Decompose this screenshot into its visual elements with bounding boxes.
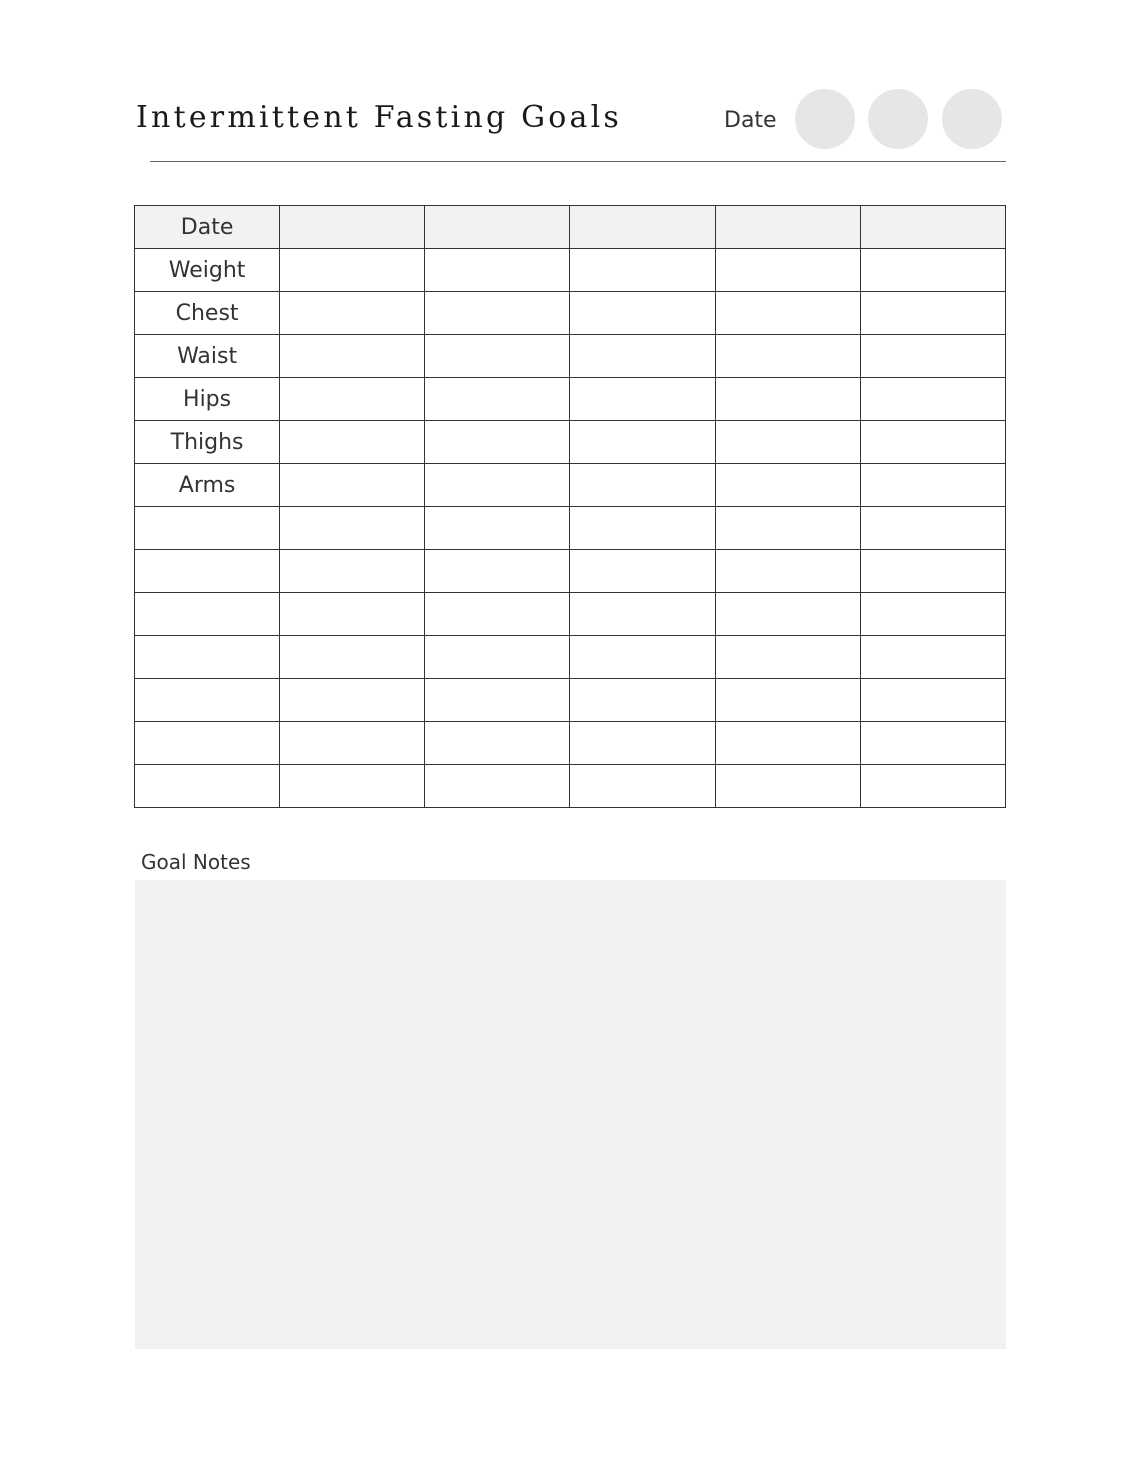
table-cell[interactable] bbox=[425, 292, 570, 335]
table-cell[interactable] bbox=[570, 464, 715, 507]
goal-notes-area[interactable] bbox=[135, 880, 1006, 1349]
row-label: Chest bbox=[135, 292, 280, 335]
table-cell[interactable] bbox=[425, 765, 570, 808]
table-cell[interactable] bbox=[425, 679, 570, 722]
table-cell[interactable] bbox=[860, 464, 1005, 507]
table-row bbox=[135, 550, 1006, 593]
table-row bbox=[135, 765, 1006, 808]
table-cell[interactable] bbox=[280, 206, 425, 249]
table-cell[interactable] bbox=[715, 421, 860, 464]
table-cell[interactable] bbox=[715, 765, 860, 808]
table-row bbox=[135, 464, 1006, 507]
table-cell[interactable] bbox=[280, 249, 425, 292]
table-cell[interactable] bbox=[280, 722, 425, 765]
table-row bbox=[135, 335, 1006, 378]
table-cell[interactable] bbox=[715, 249, 860, 292]
table-cell[interactable] bbox=[570, 507, 715, 550]
table-cell[interactable] bbox=[570, 593, 715, 636]
date-label: Date bbox=[724, 108, 777, 133]
row-label: Weight bbox=[135, 249, 280, 292]
row-label[interactable] bbox=[135, 765, 280, 808]
table-cell[interactable] bbox=[425, 206, 570, 249]
table-cell[interactable] bbox=[280, 421, 425, 464]
row-label[interactable] bbox=[135, 636, 280, 679]
table-cell[interactable] bbox=[280, 679, 425, 722]
table-cell[interactable] bbox=[715, 378, 860, 421]
goal-notes-label: Goal Notes bbox=[141, 850, 251, 874]
table-cell[interactable] bbox=[860, 636, 1005, 679]
row-label: Date bbox=[135, 206, 280, 249]
table-cell[interactable] bbox=[570, 679, 715, 722]
table-cell[interactable] bbox=[860, 507, 1005, 550]
table-cell[interactable] bbox=[280, 636, 425, 679]
table-cell[interactable] bbox=[570, 335, 715, 378]
table-row bbox=[135, 593, 1006, 636]
table-row bbox=[135, 249, 1006, 292]
table-cell[interactable] bbox=[715, 335, 860, 378]
table-cell[interactable] bbox=[570, 206, 715, 249]
table-cell[interactable] bbox=[860, 292, 1005, 335]
table-cell[interactable] bbox=[425, 593, 570, 636]
row-label: Hips bbox=[135, 378, 280, 421]
table-cell[interactable] bbox=[860, 679, 1005, 722]
table-cell[interactable] bbox=[425, 421, 570, 464]
table-cell[interactable] bbox=[860, 550, 1005, 593]
table-header-row bbox=[135, 206, 1006, 249]
measurement-table bbox=[134, 205, 1006, 808]
table-cell[interactable] bbox=[715, 593, 860, 636]
table-cell[interactable] bbox=[570, 722, 715, 765]
row-label[interactable] bbox=[135, 550, 280, 593]
table-row bbox=[135, 378, 1006, 421]
row-label[interactable] bbox=[135, 507, 280, 550]
table-cell[interactable] bbox=[425, 249, 570, 292]
table-cell[interactable] bbox=[715, 464, 860, 507]
table-cell[interactable] bbox=[280, 335, 425, 378]
table-cell[interactable] bbox=[570, 550, 715, 593]
table-cell[interactable] bbox=[715, 550, 860, 593]
date-circle-3[interactable] bbox=[942, 89, 1002, 149]
table-cell[interactable] bbox=[425, 507, 570, 550]
table-cell[interactable] bbox=[570, 421, 715, 464]
table-cell[interactable] bbox=[860, 722, 1005, 765]
table-cell[interactable] bbox=[570, 765, 715, 808]
table-cell[interactable] bbox=[570, 378, 715, 421]
table-cell[interactable] bbox=[715, 206, 860, 249]
table-row bbox=[135, 722, 1006, 765]
table-cell[interactable] bbox=[425, 636, 570, 679]
table-cell[interactable] bbox=[280, 464, 425, 507]
row-label: Waist bbox=[135, 335, 280, 378]
table-cell[interactable] bbox=[570, 636, 715, 679]
table-row bbox=[135, 636, 1006, 679]
row-label[interactable] bbox=[135, 679, 280, 722]
table-cell[interactable] bbox=[715, 636, 860, 679]
table-cell[interactable] bbox=[280, 593, 425, 636]
table-cell[interactable] bbox=[280, 507, 425, 550]
date-circle-2[interactable] bbox=[868, 89, 928, 149]
table-cell[interactable] bbox=[280, 550, 425, 593]
page-title: Intermittent Fasting Goals bbox=[136, 100, 623, 135]
table-cell[interactable] bbox=[715, 722, 860, 765]
row-label: Thighs bbox=[135, 421, 280, 464]
table-cell[interactable] bbox=[715, 292, 860, 335]
row-label: Arms bbox=[135, 464, 280, 507]
table-cell[interactable] bbox=[425, 464, 570, 507]
row-label[interactable] bbox=[135, 722, 280, 765]
table-cell[interactable] bbox=[425, 378, 570, 421]
date-circle-1[interactable] bbox=[795, 89, 855, 149]
row-label[interactable] bbox=[135, 593, 280, 636]
table-cell[interactable] bbox=[860, 206, 1005, 249]
table-cell[interactable] bbox=[860, 593, 1005, 636]
table-row bbox=[135, 292, 1006, 335]
table-cell[interactable] bbox=[280, 765, 425, 808]
table-cell[interactable] bbox=[860, 249, 1005, 292]
table-cell[interactable] bbox=[860, 421, 1005, 464]
table-cell[interactable] bbox=[860, 378, 1005, 421]
title-divider bbox=[150, 161, 1006, 162]
table-cell[interactable] bbox=[860, 765, 1005, 808]
table-cell[interactable] bbox=[425, 335, 570, 378]
table-cell[interactable] bbox=[425, 550, 570, 593]
table-cell[interactable] bbox=[860, 335, 1005, 378]
table-cell[interactable] bbox=[715, 507, 860, 550]
table-cell[interactable] bbox=[280, 292, 425, 335]
table-cell[interactable] bbox=[425, 722, 570, 765]
table-cell[interactable] bbox=[715, 679, 860, 722]
table-cell[interactable] bbox=[570, 249, 715, 292]
table-row bbox=[135, 421, 1006, 464]
table-row bbox=[135, 679, 1006, 722]
table-cell[interactable] bbox=[280, 378, 425, 421]
table-row bbox=[135, 507, 1006, 550]
table-cell[interactable] bbox=[570, 292, 715, 335]
